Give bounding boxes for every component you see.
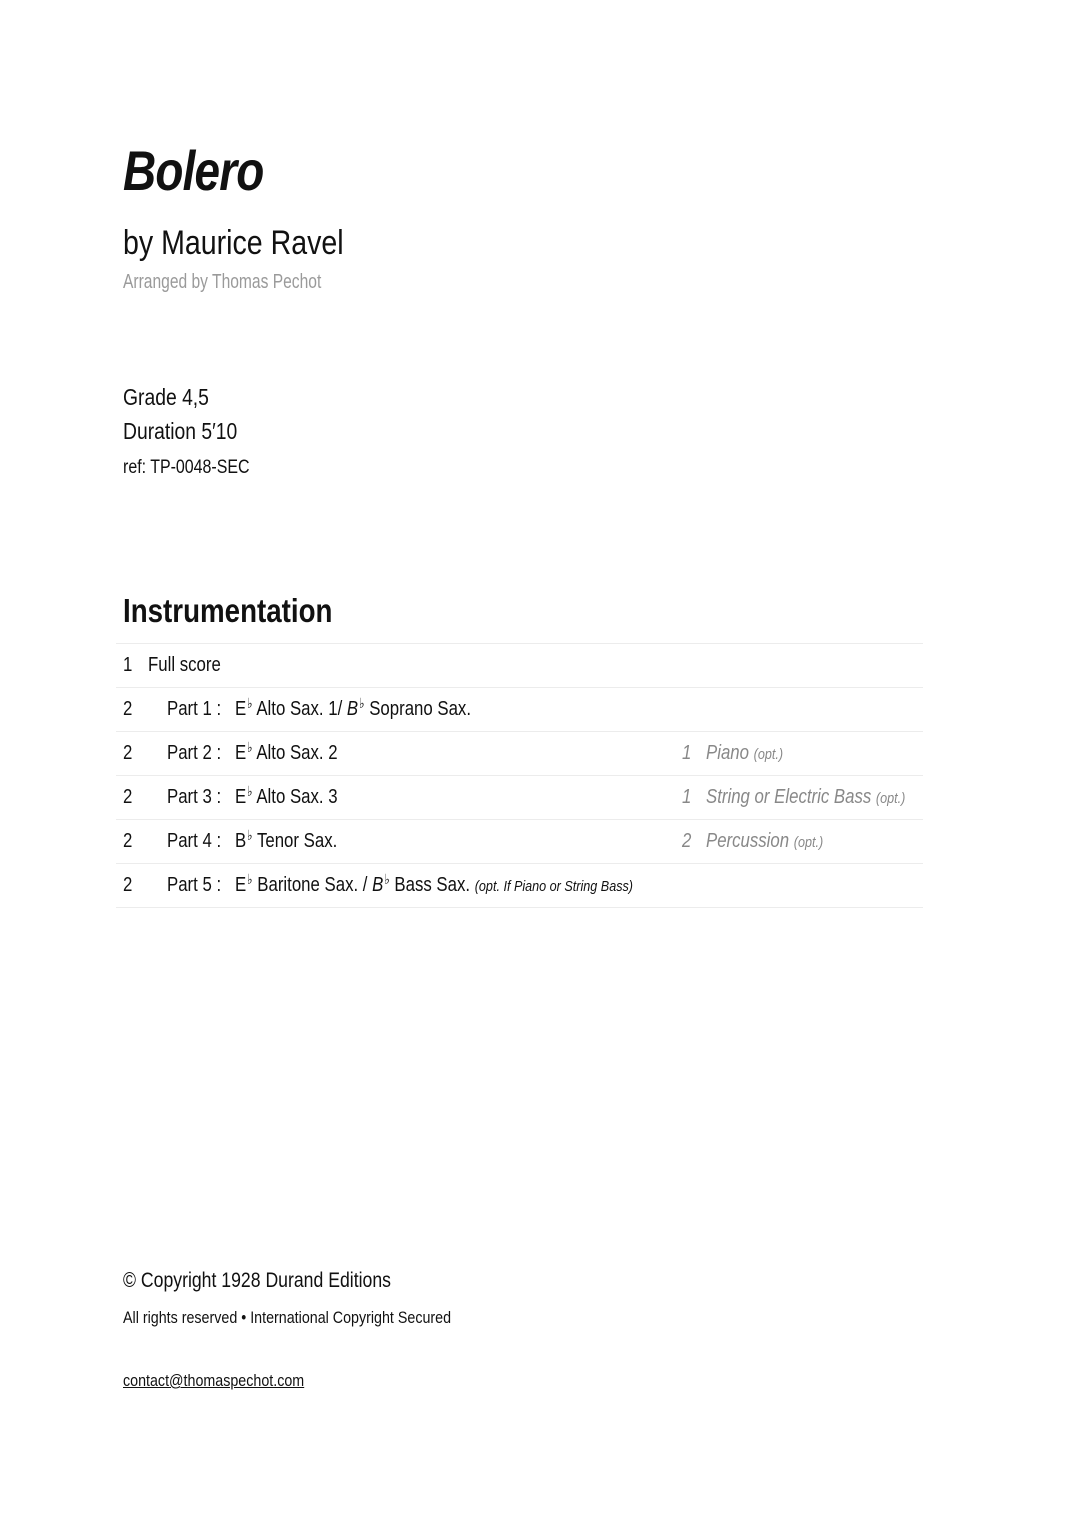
grade-text: Grade 4,5 xyxy=(123,384,209,410)
quantity: 2 xyxy=(123,874,133,896)
flat-symbol: ♭ xyxy=(384,871,390,887)
key-letter: E xyxy=(235,698,247,720)
part-label: Part 4 : xyxy=(167,830,222,852)
key-letter: B xyxy=(235,830,247,852)
optional-quantity: 1 xyxy=(682,742,692,764)
piece-metadata xyxy=(123,380,250,482)
full-score-label: Full score xyxy=(148,654,221,676)
quantity: 2 xyxy=(123,698,133,720)
optional-instrument-text: Piano xyxy=(706,742,749,764)
part-label: Part 5 : xyxy=(167,874,222,896)
key-letter: E xyxy=(235,742,247,764)
key-letter: E xyxy=(235,874,247,896)
table-row xyxy=(116,732,923,776)
flat-symbol: ♭ xyxy=(247,827,253,843)
table-row xyxy=(116,820,923,864)
flat-symbol: ♭ xyxy=(247,695,253,711)
instrument-name xyxy=(235,776,338,819)
table-row xyxy=(116,688,923,732)
optional-note: (opt.) xyxy=(793,834,824,851)
part-label: Part 1 : xyxy=(167,698,222,720)
optional-note: (opt. If Piano or String Bass) xyxy=(474,878,634,895)
quantity: 1 xyxy=(123,654,133,676)
flat-symbol: ♭ xyxy=(247,871,253,887)
contact-email-link[interactable]: contact@thomaspechot.com xyxy=(123,1371,305,1390)
optional-instrument-text: String or Electric Bass xyxy=(706,786,872,808)
quantity: 2 xyxy=(123,830,133,852)
instrument-text: Tenor Sax. xyxy=(256,830,338,852)
flat-symbol: ♭ xyxy=(247,739,253,755)
instrument-name xyxy=(235,732,338,775)
rights-statement: All rights reserved • International Copyright Secured xyxy=(123,1308,452,1327)
optional-quantity: 1 xyxy=(682,786,692,808)
duration-text: Duration 5′10 xyxy=(123,418,238,444)
quantity: 2 xyxy=(123,742,133,764)
optional-instrument xyxy=(706,732,783,775)
table-row xyxy=(116,776,923,820)
instrument-text: Soprano Sax. xyxy=(369,698,472,720)
instrument-text: Alto Sax. 2 xyxy=(256,742,338,764)
instrument-text: Bass Sax. xyxy=(394,874,471,896)
piece-title: Bolero xyxy=(123,139,264,202)
flat-symbol: ♭ xyxy=(247,783,253,799)
composer-line: by Maurice Ravel xyxy=(123,224,344,262)
optional-instrument xyxy=(706,776,905,819)
copyright-notice: © Copyright 1928 Durand Editions xyxy=(123,1269,391,1292)
optional-instrument-text: Percussion xyxy=(706,830,790,852)
instrumentation-heading: Instrumentation xyxy=(123,592,333,629)
instrument-name xyxy=(235,864,633,907)
instrument-text: Baritone Sax. / xyxy=(257,874,368,896)
flat-symbol: ♭ xyxy=(358,695,365,711)
instrument-text: Alto Sax. 3 xyxy=(256,786,338,808)
key-letter: B xyxy=(372,874,384,896)
instrumentation-table xyxy=(116,643,923,908)
reference-code: ref: TP-0048-SEC xyxy=(123,457,250,478)
quantity: 2 xyxy=(123,786,133,808)
optional-note: (opt.) xyxy=(875,790,906,807)
key-letter: E xyxy=(235,786,247,808)
optional-quantity: 2 xyxy=(682,830,692,852)
part-label: Part 3 : xyxy=(167,786,222,808)
part-label: Part 2 : xyxy=(167,742,222,764)
table-row xyxy=(116,864,923,908)
optional-instrument xyxy=(706,820,823,863)
key-letter: B xyxy=(346,698,359,720)
instrument-text: Alto Sax. 1/ xyxy=(256,698,343,720)
instrument-name xyxy=(235,820,337,863)
instrument-name xyxy=(235,688,471,731)
table-row xyxy=(116,644,923,688)
arranger-line: Arranged by Thomas Pechot xyxy=(123,271,322,293)
optional-note: (opt.) xyxy=(753,746,784,763)
